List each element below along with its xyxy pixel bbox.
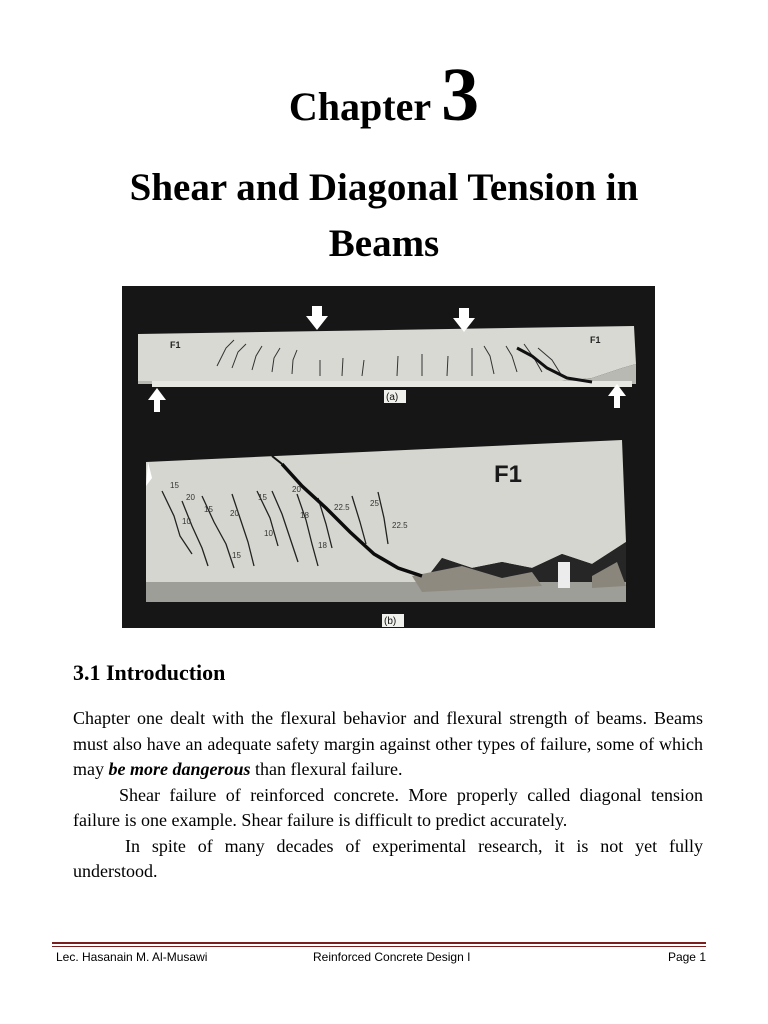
- figure-label-b: (b): [384, 616, 397, 627]
- svg-text:20: 20: [186, 493, 195, 502]
- svg-text:22.5: 22.5: [392, 521, 408, 530]
- svg-text:22.5: 22.5: [334, 503, 350, 512]
- chapter-title: [40, 160, 728, 272]
- chapter-word: Chapter: [288, 84, 432, 129]
- body-text: [73, 706, 703, 885]
- svg-text:20: 20: [230, 509, 239, 518]
- beam-failure-photo: [122, 286, 655, 628]
- paragraph-1-start: Chapter one dealt with the flexural behavior and flexural strength of beams. Beams must also have an adequate safety margin against other types of failure, some of which may: [73, 708, 703, 779]
- svg-text:15: 15: [258, 493, 267, 502]
- footer-rule: [52, 942, 706, 944]
- beam-photo-graphic: [122, 286, 655, 628]
- section-heading: 3.1 Introduction: [73, 660, 226, 685]
- paragraph-1: [73, 706, 703, 783]
- footer-course: Reinforced Concrete Design I: [313, 950, 471, 964]
- paragraph-2: Shear failure of reinforced concrete. More properly called diagonal tension failure is one example. Shear failure is difficult to predict accurately.: [73, 784, 703, 830]
- svg-text:10: 10: [182, 517, 191, 526]
- figure-label-a: (a): [386, 392, 399, 403]
- paragraph-3: In spite of many decades of experimental research, it is not yet fully understood.: [73, 835, 703, 881]
- svg-text:18: 18: [300, 511, 309, 520]
- specimen-a-left-label: F1: [170, 340, 181, 350]
- chapter-title-line1: Shear and Diagonal Tension in: [129, 166, 639, 209]
- svg-text:10: 10: [264, 529, 273, 538]
- specimen-b-label: F1: [494, 461, 523, 488]
- specimen-a-right-label: F1: [590, 335, 601, 345]
- paragraph-1-emphasis: be more dangerous: [108, 759, 251, 779]
- chapter-heading: [0, 52, 768, 139]
- svg-text:20: 20: [292, 485, 301, 494]
- svg-text:15: 15: [204, 505, 213, 514]
- chapter-number: 3: [441, 53, 480, 137]
- beam-a: [138, 306, 636, 412]
- svg-text:15: 15: [170, 481, 179, 490]
- footer-author: Lec. Hasanain M. Al-Musawi: [56, 950, 208, 964]
- footer-rule-thin: [52, 946, 706, 947]
- footer-page-number: Page 1: [667, 950, 706, 964]
- svg-text:15: 15: [232, 551, 241, 560]
- chapter-title-line2: Beams: [328, 222, 440, 265]
- svg-text:18: 18: [318, 541, 327, 550]
- paragraph-1-end: than flexural failure.: [250, 759, 403, 779]
- svg-text:25: 25: [370, 499, 379, 508]
- beam-b: [146, 440, 626, 627]
